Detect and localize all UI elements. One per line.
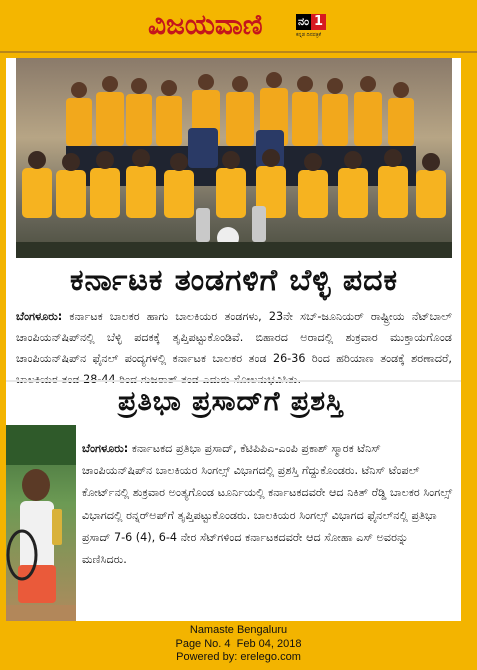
- article-text: ಕರ್ನಾಟಕ ಬಾಲಕರ ಹಾಗು ಬಾಲಕಿಯರ ತಂಡಗಳು, 23ನೇ ಸಬ್-ಜೂನಿಯರ್ ರಾಷ್ಟ್ರೀಯ ನೆಟ್‌ಬಾಲ್ ಚಾಂಪಿಯನ್‌ಷಿಪ್‌ನಲ್ಲಿ ಬೆಳ್ಳಿ ಪದಕಕ್ಕೆ ತೃಪ್ತಿಪಟ್ಟುಕೊಂಡಿವೆ. ಬಿಹಾರದ ಅರಾದಲ್ಲಿ ಶುಕ್ರವಾರ ಮುಕ್ತಾಯಗೊಂಡ ಚಾಂಪಿಯನ್‌ಷಿಪ್‌ನ ಫೈನಲ್ ಪಂದ್ಯಗಳಲ್ಲಿ ಕರ್ನಾಟಕ ಬಾಲಕರ ತಂಡ 26-36 ರಿಂದ ಹರಿಯಾಣ ತಂಡಕ್ಕೆ ಶರಣಾದರೆ,: [16, 310, 452, 365]
- powered-by[interactable]: Powered by: erelego.com: [176, 651, 301, 663]
- masthead-rule: [0, 51, 477, 53]
- page-and-date: [0, 638, 477, 652]
- newspaper-title: ವಿಜಯವಾಣಿ: [148, 8, 263, 41]
- masthead-bar: [0, 0, 477, 52]
- publisher-name: Namaste Bengaluru: [189, 624, 288, 636]
- badge-one: 1: [311, 14, 326, 30]
- badge-no: ನಂ: [298, 15, 309, 28]
- tennis-player-figure: [6, 425, 76, 621]
- team-photo-figures: [16, 58, 452, 258]
- article-tennis-body: [82, 438, 454, 571]
- article-netball-body: [16, 306, 452, 390]
- issue-date: Feb 04, 2018: [236, 637, 302, 650]
- article-clipping: [6, 58, 461, 621]
- dateline: ಬೆಂಗಳೂರು:: [16, 310, 63, 323]
- headline-netball: ಕರ್ನಾಟಕ ತಂಡಗಳಿಗೆ ಬೆಳ್ಳಿ ಪದಕ: [69, 263, 399, 298]
- page-number: Page No. 4: [175, 637, 231, 650]
- article-text: ಕರ್ನಾಟಕದ ಪ್ರತಿಭಾ ಪ್ರಸಾದ್, ಕೆಟಿಪಿಪಿಎ-ಎಂಪಿ ಪ್ರಕಾಶ್ ಸ್ಮಾರಕ ಟೆನಿಸ್ ಚಾಂಪಿಯನ್‌ಷಿಪ್‌ನ ಬಾಲಕಿಯರ ಸಿಂಗಲ್ಸ್ ವಿಭಾಗದಲ್ಲಿ ಪ್ರಶಸ್ತಿ ಗೆದ್ದುಕೊಂಡರು. ಟೆನಿಸ್ ಟೆಂಪಲ್ ಕೋರ್ಟ್‌ನಲ್ಲಿ ಶುಕ್ರವಾರ ಅಂತ್ಯಗೊಂಡ ಟೂರ್ನಿಯಲ್ಲಿ ಕರ್ನಾಟಕದವರೇ ಆದ ನಿಕಿತ್ ರೆಡ್ಡಿ ಬಾಲಕರ ಸಿಂಗಲ್ಸ್ ವಿಭಾಗದಲ್ಲಿ ರನ್ನರ್‌ಅಪ್‌ಗೆ ತೃಪ್ತಿಪಟ್ಟುಕೊಂಡರು. ಬಾಲಕಿಯರ ಸಿಂಗಲ್ಸ್ ವಿಭಾಗದ ಫೈನಲ್‌ನಲ್ಲಿ ಪ್ರತಿಭಾ ಪ್ರಸಾದ್ 7-6 (4), 6-4 ನೇರ ಸೆಟ್‌ಗಳಿಂದ ಕರ್ನಾಟಕದವರೇ ಆದ ಸೋಹಾ ಎಸ್ ಅವರನ್ನು ಮಣಿಸಿದರು.: [82, 442, 453, 567]
- number-one-badge: [296, 12, 336, 42]
- tennis-player-photo: [6, 425, 76, 621]
- team-photo: [16, 58, 452, 258]
- badge-tagline: ಕನ್ನಡ ದಿನಪತ್ರಿಕೆ: [296, 32, 322, 38]
- clipping-footer: [0, 624, 477, 670]
- dateline: ಬೆಂಗಳೂರು:: [82, 442, 129, 455]
- headline-tennis: ಪ್ರತಿಭಾ ಪ್ರಸಾದ್‌ಗೆ ಪ್ರಶಸ್ತಿ: [118, 386, 344, 417]
